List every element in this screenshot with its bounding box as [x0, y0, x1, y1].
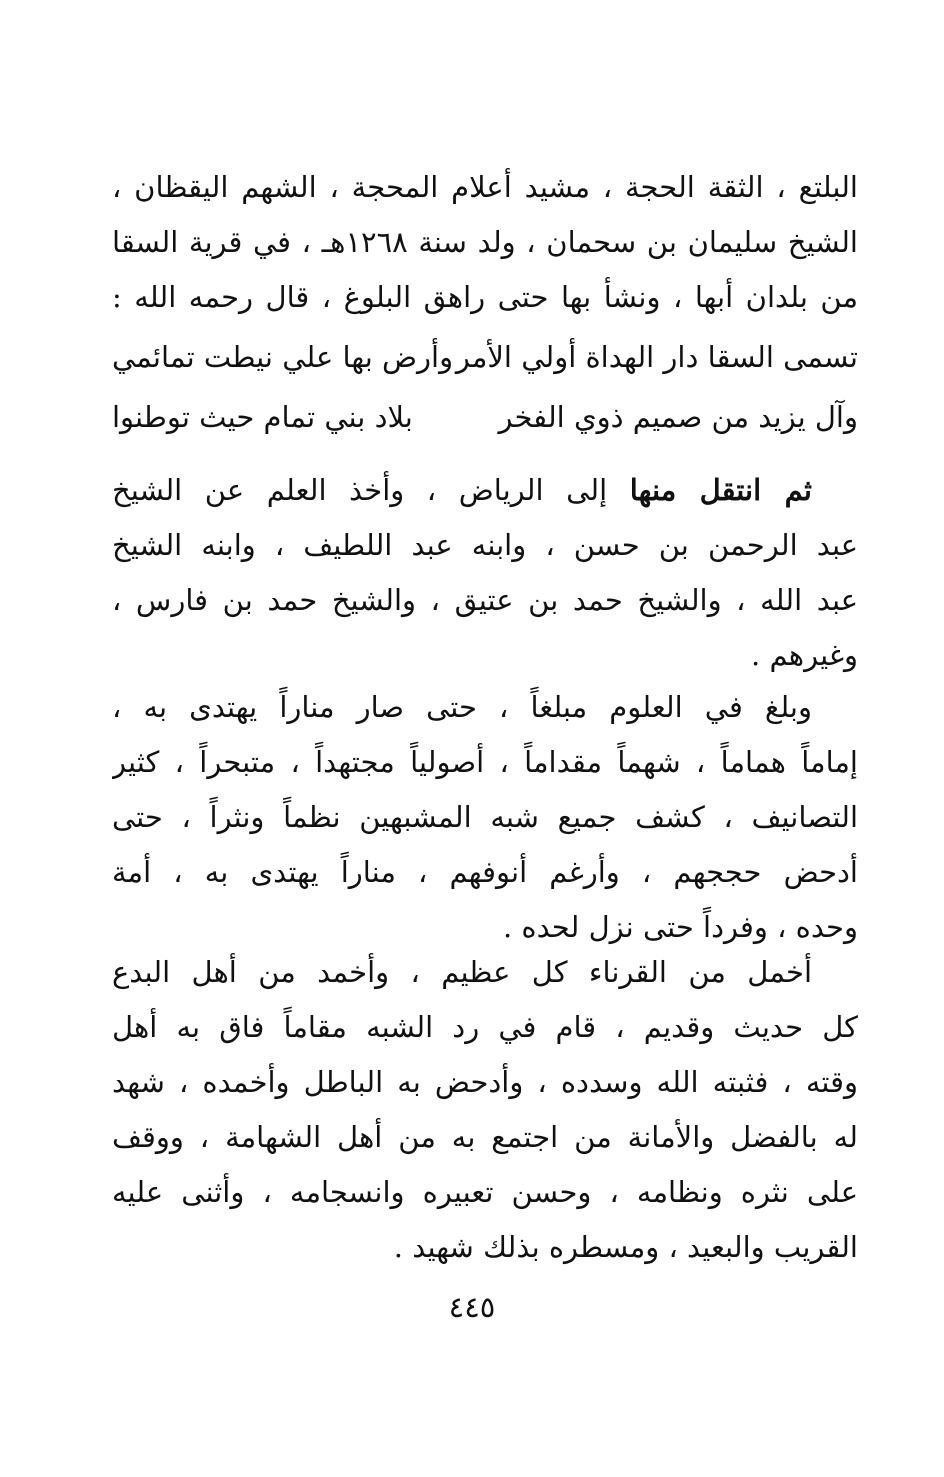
page-number: ٤٤٥ — [448, 1290, 496, 1324]
verse-first-hemistich: وآل يزيد من صميم ذوي الفخر — [498, 400, 858, 434]
bold-lead-phrase: ثم انتقل منها — [629, 473, 812, 507]
text-line: القريب والبعيد ، ومسطره بذلك شهيد . — [393, 1230, 858, 1264]
text-line: من بلدان أبها ، ونشأ بها حتى راهق البلوغ ، قال رحمه الله : — [112, 280, 858, 314]
verse-second-hemistich: بلاد بني تمام حيث توطنوا — [112, 400, 413, 434]
verse-second-hemistich: وأرض بها علي نيطت تمائمي — [112, 340, 454, 374]
text-line: وبلغ في العلوم مبلغاً ، حتى صار مناراً يهتدى به ، — [112, 690, 812, 724]
text-line: إماماً هماماً ، شهماً مقداماً ، أصولياً مجتهداً ، متبحراً ، كثير — [112, 745, 858, 779]
text-line: البلتع ، الثقة الحجة ، مشيد أعلام المحجة ، الشهم اليقظان ، — [112, 170, 858, 204]
poem-verse-2 — [112, 390, 858, 445]
text-line: التصانيف ، كشف جميع شبه المشبهين نظماً ونثراً ، حتى — [112, 800, 858, 834]
paragraph-praise — [112, 945, 858, 1275]
text-line — [112, 463, 858, 518]
text-line: وقته ، فثبته الله وسدده ، وأدحض به الباطل وأخمده ، شهد — [112, 1065, 858, 1099]
text-line: عبد الله ، والشيخ حمد بن عتيق ، والشيخ حمد بن فارس ، — [112, 583, 858, 617]
text-line: عبد الرحمن بن حسن ، وابنه عبد اللطيف ، وابنه الشيخ — [112, 528, 858, 562]
text-line: على نثره ونظامه ، وحسن تعبيره وانسجامه ، وأثنى عليه — [112, 1175, 858, 1209]
line-continuation: إلى الرياض ، وأخذ العلم عن الشيخ — [112, 473, 630, 507]
paragraph-studies — [112, 463, 858, 683]
paragraph-achievements — [112, 680, 858, 955]
text-line: الشيخ سليمان بن سحمان ، ولد سنة ١٢٦٨هـ ، في قرية السقا — [112, 225, 858, 259]
text-line: وغيرهم . — [751, 638, 858, 672]
text-line: له بالفضل والأمانة من اجتمع به من أهل الشهامة ، ووقف — [112, 1120, 858, 1154]
poem-verse-1 — [112, 330, 858, 385]
text-line: وحده ، وفرداً حتى نزل لحده . — [502, 910, 858, 944]
text-line: كل حديث وقديم ، قام في رد الشبه مقاماً فاق به أهل — [112, 1010, 858, 1044]
verse-first-hemistich: تسمى السقا دار الهداة أولي الأمر — [455, 340, 858, 374]
text-line: أدحض حججهم ، وأرغم أنوفهم ، مناراً يهتدى به ، أمة — [112, 855, 858, 889]
text-line: أخمل من القرناء كل عظيم ، وأخمد من أهل البدع — [112, 955, 812, 989]
paragraph-intro — [112, 160, 858, 325]
